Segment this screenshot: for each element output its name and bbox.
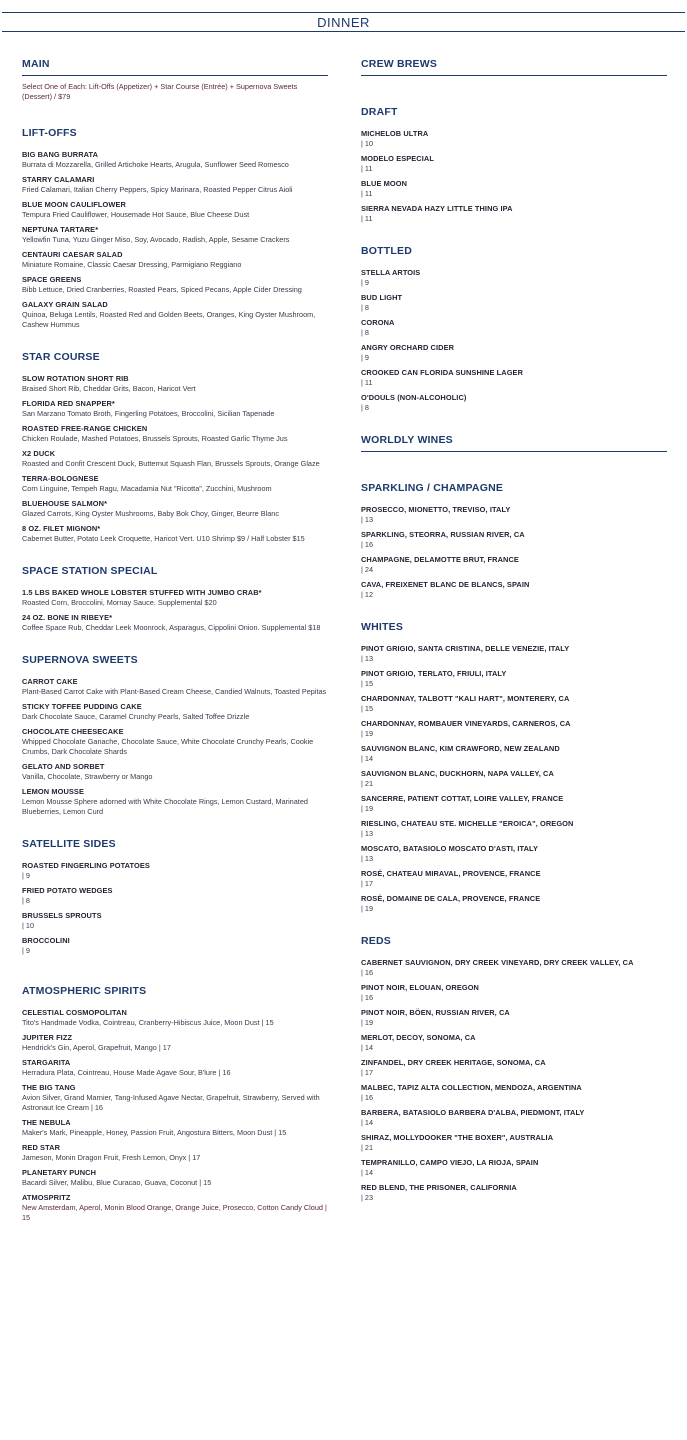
item-name: CHARDONNAY, ROMBAUER VINEYARDS, CARNEROS, CA xyxy=(361,719,571,728)
spacer xyxy=(361,605,667,621)
sweets-list xyxy=(22,677,328,817)
section-heading-worldly-wines: WORLDLY WINES xyxy=(361,434,667,452)
item-name: JUPITER FIZZ xyxy=(22,1033,73,1042)
menu-item xyxy=(22,374,328,394)
item-description: Glazed Carrots, King Oyster Mushrooms, Baby Bok Choy, Ginger, Beurre Blanc xyxy=(22,509,279,518)
item-name: PINOT NOIR, BÖEN, RUSSIAN RIVER, CA xyxy=(361,1008,510,1017)
menu-item xyxy=(361,869,667,889)
item-price: | 13 xyxy=(361,654,374,663)
spacer xyxy=(361,418,667,434)
item-price: | 9 xyxy=(22,946,30,955)
menu-item xyxy=(22,762,328,782)
item-description: Braised Short Rib, Cheddar Grits, Bacon, Haricot Vert xyxy=(22,384,196,393)
item-name: CHAMPAGNE, DELAMOTTE BRUT, FRANCE xyxy=(361,555,519,564)
section-heading-liftoffs: LIFT-OFFS xyxy=(22,127,77,139)
spacer xyxy=(361,458,667,482)
spacer xyxy=(361,229,667,245)
drinks-column xyxy=(361,58,667,1208)
main-intro: Select One of Each: Lift-Offs (Appetizer) + Star Course (Entrée) + Supernova Sweets (Dessert) / $79 xyxy=(22,82,298,101)
item-name: ROSÉ, DOMAINE DE CALA, PROVENCE, FRANCE xyxy=(361,894,541,903)
item-price: | 10 xyxy=(22,921,35,930)
item-name: MALBEC, TAPIZ ALTA COLLECTION, MENDOZA, ARGENTINA xyxy=(361,1083,582,1092)
item-name: 24 OZ. BONE IN RIBEYE* xyxy=(22,613,113,622)
menu-item xyxy=(22,424,328,444)
item-description: New Amsterdam, Aperol, Monin Blood Orange, Orange Juice, Prosecco, Cotton Candy Cloud | 15 xyxy=(22,1203,327,1222)
menu-item xyxy=(361,1083,667,1103)
menu-item xyxy=(361,343,667,363)
item-name: X2 DUCK xyxy=(22,449,56,458)
item-price: | 9 xyxy=(22,871,30,880)
menu-item xyxy=(361,129,667,149)
item-description: Dark Chocolate Sauce, Caramel Crunchy Pearls, Salted Toffee Drizzle xyxy=(22,712,250,721)
menu-item xyxy=(361,744,667,764)
item-name: CHOCOLATE CHEESECAKE xyxy=(22,727,124,736)
title-bottom-rule xyxy=(2,31,685,32)
item-price: | 12 xyxy=(361,590,374,599)
item-name: PINOT GRIGIO, TERLATO, FRIULI, ITALY xyxy=(361,669,507,678)
item-name: BUD LIGHT xyxy=(361,293,403,302)
item-name: MOSCATO, BATASIOLO MOSCATO D'ASTI, ITALY xyxy=(361,844,538,853)
item-name: MERLOT, DECOY, SONOMA, CA xyxy=(361,1033,476,1042)
section-heading-star-course: STAR COURSE xyxy=(22,351,100,363)
item-price: | 8 xyxy=(22,896,30,905)
spacer xyxy=(22,822,328,838)
item-price: | 14 xyxy=(361,1168,374,1177)
menu-item xyxy=(361,204,667,224)
menu-item xyxy=(22,474,328,494)
section-heading-sparkling: SPARKLING / CHAMPAGNE xyxy=(361,482,504,494)
item-name: 8 OZ. FILET MIGNON* xyxy=(22,524,101,533)
menu-item xyxy=(22,702,328,722)
menu-item xyxy=(361,268,667,288)
item-description: Tito's Handmade Vodka, Cointreau, Cranberry-Hibiscus Juice, Moon Dust | 15 xyxy=(22,1018,274,1027)
menu-item xyxy=(22,613,328,633)
menu-item xyxy=(22,1058,328,1078)
menu-item xyxy=(361,1158,667,1178)
item-description: Vanilla, Chocolate, Strawberry or Mango xyxy=(22,772,153,781)
item-price: | 17 xyxy=(361,879,374,888)
item-price: | 13 xyxy=(361,515,374,524)
menu-item xyxy=(22,727,328,757)
item-price: | 16 xyxy=(361,540,374,549)
menu-title: DINNER xyxy=(317,15,370,30)
item-name: FLORIDA RED SNAPPER* xyxy=(22,399,115,408)
menu-item xyxy=(361,318,667,338)
menu-item xyxy=(361,1183,667,1203)
item-description: Chicken Roulade, Mashed Potatoes, Brussels Sprouts, Roasted Garlic Thyme Jus xyxy=(22,434,288,443)
menu-item xyxy=(361,368,667,388)
section-heading-space-station: SPACE STATION SPECIAL xyxy=(22,565,158,577)
menu-item xyxy=(361,293,667,313)
section-heading-reds: REDS xyxy=(361,935,391,947)
menu-item xyxy=(22,1008,328,1028)
item-name: ANGRY ORCHARD CIDER xyxy=(361,343,455,352)
liftoffs-list xyxy=(22,150,328,330)
item-price: | 16 xyxy=(361,968,374,977)
item-description: Roasted and Confit Crescent Duck, Butternut Squash Flan, Brussels Sprouts, Orange Glaze xyxy=(22,459,320,468)
item-name: STELLA ARTOIS xyxy=(361,268,421,277)
item-description: Avion Silver, Grand Marnier, Tang-Infused Agave Nectar, Grapefruit, Strawberry, Served with Astronaut Ice Cream | 16 xyxy=(22,1093,320,1112)
item-name: CELESTIAL COSMOPOLITAN xyxy=(22,1008,127,1017)
spacer xyxy=(22,961,328,985)
item-description: Yellowfin Tuna, Yuzu Ginger Miso, Soy, Avocado, Radish, Apple, Sesame Crackers xyxy=(22,235,290,244)
menu-item xyxy=(361,794,667,814)
item-price: | 16 xyxy=(361,1093,374,1102)
item-name: LEMON MOUSSE xyxy=(22,787,84,796)
item-description: Hendrick's Gin, Aperol, Grapefruit, Mango | 17 xyxy=(22,1043,171,1052)
draft-list xyxy=(361,129,667,224)
menu-item xyxy=(22,150,328,170)
item-price: | 14 xyxy=(361,754,374,763)
item-name: PROSECCO, MIONETTO, TREVISO, ITALY xyxy=(361,505,511,514)
item-price: | 14 xyxy=(361,1043,374,1052)
menu-item xyxy=(22,175,328,195)
menu-item xyxy=(361,769,667,789)
item-name: ROSÉ, CHATEAU MIRAVAL, PROVENCE, FRANCE xyxy=(361,869,541,878)
item-name: STARRY CALAMARI xyxy=(22,175,95,184)
reds-list xyxy=(361,958,667,1203)
item-name: BLUEHOUSE SALMON* xyxy=(22,499,108,508)
menu-item xyxy=(361,894,667,914)
item-description: Lemon Mousse Sphere adorned with White Chocolate Rings, Lemon Custard, Marinated Blueberries, Lemon Curd xyxy=(22,797,308,816)
menu-item xyxy=(361,154,667,174)
menu-item xyxy=(22,1083,328,1113)
item-price: | 21 xyxy=(361,779,374,788)
menu-item xyxy=(361,1058,667,1078)
menu-item xyxy=(361,530,667,550)
item-description: Miniature Romaine, Classic Caesar Dressing, Parmigiano Reggiano xyxy=(22,260,242,269)
item-name: SHIRAZ, MOLLYDOOKER "THE BOXER", AUSTRALIA xyxy=(361,1133,554,1142)
menu-item xyxy=(22,250,328,270)
item-name: CHARDONNAY, TALBOTT "KALI HART", MONTERERY, CA xyxy=(361,694,570,703)
item-name: PLANETARY PUNCH xyxy=(22,1168,97,1177)
item-price: | 19 xyxy=(361,804,374,813)
item-name: CABERNET SAUVIGNON, DRY CREEK VINEYARD, DRY CREEK VALLEY, CA xyxy=(361,958,634,967)
menu-item xyxy=(22,1033,328,1053)
menu-item xyxy=(22,499,328,519)
menu-item xyxy=(361,694,667,714)
menu-item xyxy=(22,449,328,469)
section-heading-whites: WHITES xyxy=(361,621,404,633)
section-heading-bottled: BOTTLED xyxy=(361,245,412,257)
menu-item xyxy=(361,179,667,199)
item-description: Bacardi Silver, Malibu, Blue Curacao, Guava, Coconut | 15 xyxy=(22,1178,212,1187)
item-price: | 24 xyxy=(361,565,374,574)
sparkling-list xyxy=(361,505,667,600)
item-price: | 8 xyxy=(361,328,369,337)
item-name: CORONA xyxy=(361,318,395,327)
item-name: SPARKLING, STEORRA, RUSSIAN RIVER, CA xyxy=(361,530,525,539)
item-price: | 9 xyxy=(361,278,369,287)
item-description: Burrata di Mozzarella, Grilled Artichoke Hearts, Arugula, Sunflower Seed Romesco xyxy=(22,160,289,169)
space-station-list xyxy=(22,588,328,633)
section-heading-supernova-sweets: SUPERNOVA SWEETS xyxy=(22,654,138,666)
item-description: Fried Calamari, Italian Cherry Peppers, Spicy Marinara, Roasted Pepper Citrus Aioli xyxy=(22,185,293,194)
item-description: Tempura Fried Cauliflower, Housemade Hot Sauce, Blue Cheese Dust xyxy=(22,210,250,219)
item-price: | 13 xyxy=(361,854,374,863)
item-description: San Marzano Tomato Broth, Fingerling Potatoes, Broccolini, Sicilian Tapenade xyxy=(22,409,275,418)
item-price: | 11 xyxy=(361,164,373,173)
item-name: BLUE MOON xyxy=(361,179,408,188)
spacer xyxy=(22,549,328,565)
menu-item xyxy=(361,958,667,978)
item-price: | 15 xyxy=(361,704,374,713)
item-name: GELATO AND SORBET xyxy=(22,762,105,771)
item-price: | 19 xyxy=(361,1018,374,1027)
menu-item xyxy=(361,1108,667,1128)
spacer xyxy=(22,335,328,351)
menu-item xyxy=(22,588,328,608)
item-name: CAVA, FREIXENET BLANC DE BLANCS, SPAIN xyxy=(361,580,530,589)
menu-item xyxy=(361,644,667,664)
section-heading-satellite-sides: SATELLITE SIDES xyxy=(22,838,116,850)
item-name: RED STAR xyxy=(22,1143,61,1152)
item-name: MICHELOB ULTRA xyxy=(361,129,429,138)
item-description: Corn Linguine, Tempeh Ragu, Macadamia Nut "Ricotta", Zucchini, Mushroom xyxy=(22,484,272,493)
menu-item xyxy=(22,886,328,906)
menu-item xyxy=(361,819,667,839)
menu-item xyxy=(22,1118,328,1138)
item-price: | 11 xyxy=(361,214,373,223)
item-name: SLOW ROTATION SHORT RIB xyxy=(22,374,129,383)
item-price: | 21 xyxy=(361,1143,374,1152)
item-name: STICKY TOFFEE PUDDING CAKE xyxy=(22,702,142,711)
item-name: SANCERRE, PATIENT COTTAT, LOIRE VALLEY, FRANCE xyxy=(361,794,564,803)
menu-item xyxy=(22,275,328,295)
item-description: Bibb Lettuce, Dried Cranberries, Roasted Pears, Spiced Pecans, Apple Cider Dressing xyxy=(22,285,302,294)
menu-item xyxy=(361,844,667,864)
menu-item xyxy=(22,1193,328,1223)
section-heading-crew-brews: CREW BREWS xyxy=(361,58,667,76)
item-name: BARBERA, BATASIOLO BARBERA D'ALBA, PIEDMONT, ITALY xyxy=(361,1108,585,1117)
menu-item xyxy=(361,983,667,1003)
item-name: CARROT CAKE xyxy=(22,677,78,686)
item-name: GALAXY GRAIN SALAD xyxy=(22,300,108,309)
item-description: Whipped Chocolate Ganache, Chocolate Sauce, White Chocolate Crunchy Pearls, Cookie Crumbs, Dark Chocolate Shards xyxy=(22,737,314,756)
item-description: Coffee Space Rub, Cheddar Leek Moonrock, Asparagus, Cippolini Onion. Supplemental $18 xyxy=(22,623,321,632)
menu-item xyxy=(361,669,667,689)
spacer xyxy=(361,82,667,106)
item-price: | 19 xyxy=(361,729,374,738)
menu-item xyxy=(22,300,328,330)
item-price: | 14 xyxy=(361,1118,374,1127)
menu-item xyxy=(361,1133,667,1153)
item-price: | 11 xyxy=(361,189,373,198)
item-name: ZINFANDEL, DRY CREEK HERITAGE, SONOMA, CA xyxy=(361,1058,546,1067)
item-name: THE NEBULA xyxy=(22,1118,71,1127)
item-name: 1.5 LBS BAKED WHOLE LOBSTER STUFFED WITH JUMBO CRAB* xyxy=(22,588,262,597)
whites-list xyxy=(361,644,667,914)
menu-item xyxy=(22,200,328,220)
item-price: | 19 xyxy=(361,904,374,913)
spacer xyxy=(22,638,328,654)
menu-item xyxy=(22,861,328,881)
item-description: Plant-Based Carrot Cake with Plant-Based Cream Cheese, Candied Walnuts, Toasted Pepitas xyxy=(22,687,327,696)
star-course-list xyxy=(22,374,328,544)
item-description: Maker's Mark, Pineapple, Honey, Passion Fruit, Angostura Bitters, Moon Dust | 15 xyxy=(22,1128,287,1137)
item-name: TEMPRANILLO, CAMPO VIEJO, LA RIOJA, SPAIN xyxy=(361,1158,539,1167)
item-price: | 16 xyxy=(361,993,374,1002)
item-name: ROASTED FREE-RANGE CHICKEN xyxy=(22,424,148,433)
menu-item xyxy=(22,524,328,544)
menu-item xyxy=(22,399,328,419)
item-name: BRUSSELS SPROUTS xyxy=(22,911,102,920)
item-name: PINOT NOIR, ELOUAN, OREGON xyxy=(361,983,479,992)
menu-item xyxy=(22,677,328,697)
item-name: RED BLEND, THE PRISONER, CALIFORNIA xyxy=(361,1183,517,1192)
item-name: RIESLING, CHATEAU STE. MICHELLE "EROICA", OREGON xyxy=(361,819,574,828)
item-name: NEPTUNA TARTARE* xyxy=(22,225,99,234)
item-name: BLUE MOON CAULIFLOWER xyxy=(22,200,126,209)
menu-item xyxy=(22,911,328,931)
menu-item xyxy=(361,580,667,600)
item-name: SAUVIGNON BLANC, KIM CRAWFORD, NEW ZEALAND xyxy=(361,744,560,753)
item-price: | 11 xyxy=(361,378,373,387)
menu-item xyxy=(361,555,667,575)
item-name: MODELO ESPECIAL xyxy=(361,154,434,163)
menu-item xyxy=(361,1033,667,1053)
item-name: FRIED POTATO WEDGES xyxy=(22,886,113,895)
item-name: PINOT GRIGIO, SANTA CRISTINA, DELLE VENEZIE, ITALY xyxy=(361,644,570,653)
item-price: | 15 xyxy=(361,679,374,688)
spirits-list xyxy=(22,1008,328,1223)
menu-title-block xyxy=(0,12,687,32)
spacer xyxy=(361,919,667,935)
item-name: ATMOSPRITZ xyxy=(22,1193,71,1202)
item-description: Herradura Plata, Cointreau, House Made Agave Sour, B'lure | 16 xyxy=(22,1068,231,1077)
item-price: | 13 xyxy=(361,829,374,838)
item-name: CROOKED CAN FLORIDA SUNSHINE LAGER xyxy=(361,368,524,377)
section-heading-atmospheric-spirits: ATMOSPHERIC SPIRITS xyxy=(22,985,147,997)
menu-item xyxy=(22,787,328,817)
menu-item xyxy=(361,393,667,413)
item-price: | 10 xyxy=(361,139,374,148)
item-name: ROASTED FINGERLING POTATOES xyxy=(22,861,150,870)
menu-item xyxy=(361,1008,667,1028)
menu-item xyxy=(22,936,328,956)
item-name: STARGARITA xyxy=(22,1058,71,1067)
item-price: | 9 xyxy=(361,353,369,362)
item-name: O'DOULS (NON-ALCOHOLIC) xyxy=(361,393,467,402)
item-price: | 23 xyxy=(361,1193,374,1202)
item-name: SIERRA NEVADA HAZY LITTLE THING IPA xyxy=(361,204,513,213)
section-heading-main: MAIN xyxy=(22,58,328,76)
item-name: BROCCOLINI xyxy=(22,936,70,945)
menu-item xyxy=(22,1143,328,1163)
item-price: | 8 xyxy=(361,303,369,312)
item-description: Quinoa, Beluga Lentils, Roasted Red and Golden Beets, Oranges, King Oyster Mushroom, Cashew Hummus xyxy=(22,310,316,329)
food-column xyxy=(22,58,328,1228)
item-name: SAUVIGNON BLANC, DUCKHORN, NAPA VALLEY, CA xyxy=(361,769,554,778)
sides-list xyxy=(22,861,328,956)
item-description: Cabernet Butter, Potato Leek Croquette, Haricot Vert. U10 Shrimp $9 / Half Lobster $15 xyxy=(22,534,305,543)
item-name: THE BIG TANG xyxy=(22,1083,76,1092)
item-name: TERRA-BOLOGNESE xyxy=(22,474,99,483)
item-description: Roasted Corn, Broccolini, Mornay Sauce. Supplemental $20 xyxy=(22,598,217,607)
item-name: BIG BANG BURRATA xyxy=(22,150,99,159)
section-heading-draft: DRAFT xyxy=(361,106,398,118)
item-name: SPACE GREENS xyxy=(22,275,82,284)
item-description: Jameson, Monin Dragon Fruit, Fresh Lemon, Onyx | 17 xyxy=(22,1153,201,1162)
item-name: CENTAURI CAESAR SALAD xyxy=(22,250,123,259)
menu-item xyxy=(22,1168,328,1188)
bottled-list xyxy=(361,268,667,413)
menu-item xyxy=(361,719,667,739)
menu-item xyxy=(361,505,667,525)
item-price: | 8 xyxy=(361,403,369,412)
item-price: | 17 xyxy=(361,1068,374,1077)
menu-item xyxy=(22,225,328,245)
